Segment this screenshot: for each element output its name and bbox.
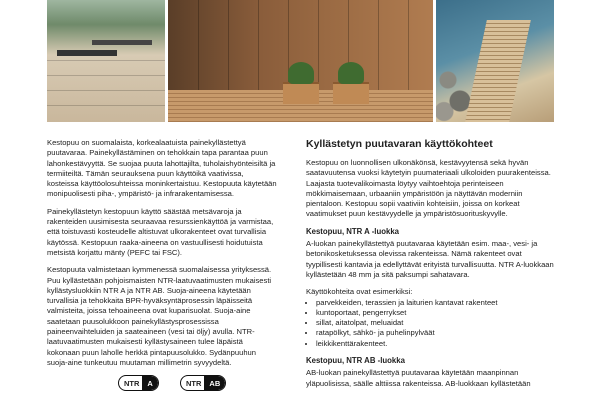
photo-terrace-furniture <box>47 0 165 122</box>
ntr-a-badge: NTR A <box>118 375 159 391</box>
photo-strip <box>0 0 600 122</box>
ntr-a-text: A-luokan painekyllästettyä puutavaraa käytetään esim. maa-, vesi- ja betonikosketuksessa olevissa rakenteissa. Nämä rakenteet ovat tyypillisesti kantavia ja edellyttävät erityistä turvallisuutta. NTR A-luokkaan kyllästetään 48 mm ja sitä paksumpi sahatavara. <box>306 239 554 279</box>
table-shape <box>92 40 152 45</box>
photo-wooden-wall-planters <box>168 0 433 122</box>
list-item: • ratapölkyt, sähkö- ja puhelinpylväät <box>316 328 554 338</box>
photo-pier <box>436 0 554 122</box>
usage-intro: Kestopuu on luonnollisen ulkonäkönsä, kestävyytensä sekä hyvän saatavuutensa vuoksi käytetyin puumateriaali ulkoloiden puurakenteissa. Laajasta tuotevalikoimasta löytyy vaihtoehtoja perinteiseen mökkimaisemaan, urbaaniin ympäristöön ja näyttävän moderniin pientaloon. Kestopuu sopii vaativiin kohteisiin, joissa on korkeat vaatimukset puun kestävyydelle ja ympäristösuorituskyvylle. <box>306 158 551 219</box>
ntr-ab-badge: NTR AB <box>180 375 226 391</box>
right-column <box>306 138 554 396</box>
list-item: • parvekkeiden, terassien ja laiturien kantavat rakenteet <box>316 298 554 308</box>
left-column <box>47 138 277 375</box>
list-item: • leikkikenttärakenteet. <box>316 339 554 349</box>
list-item: • kuntoportaat, pengerrykset <box>316 308 554 318</box>
intro-paragraph: Kestopuu on suomalaista, korkealaatuista painekyllästettyä puutavaraa. Painekyllästäminen on tehokkain tapa parantaa puun lahonkestävyyttä. Se suojaa puuta lahottajilta, tuholaishyönteisiltä ja termiiteiltä. Tämän seurauksena puun käyttöikä vaativissa, kosteissa käyttöolosuhteissa moninkertaistuu. Kestopuuta käytetään monipuolisesti piha-, ympäristö- ja infrarakentamisessa. <box>47 138 277 199</box>
section-heading: Kyllästetyn puutavaran käyttökohteet <box>306 138 493 150</box>
ntr-ab-text: AB-luokan painekyllästettyä puutavaraa käytetään maanpinnan yläpuolisissa, säälle alttiissa rakenteissa. AB-luokkaan kyllästetään <box>306 368 531 388</box>
bench-shape <box>57 50 117 56</box>
manufacturing-paragraph: Kestopuuta valmistetaan kymmenessä suomalaisessa yrityksessä. Puu kyllästetään pohjoismaisten NTR-laatuvaatimusten mukaisesti kyllästysluokkiin NTR A ja NTR AB. Suoja-aineena käytetään turvallisia ja tehokkaita BPR-hyväksyntäprosessin läpäisseitä valmisteita, joissa tehoaineena ovat kuparisuolat. Suoja-aine saatetaan puusolukkoon painekyllästysprosessissa paineenvaihteluiden ja saateaineen (vesi tai öljy) avulla. NTR-laatuvaatimusten mukaisesti kyllästysaineen tulee läpäistä kokonaan puun laholle herkkä pintapuusolukko. Sydänpuuhun suoja-aine tunkeutuu muutaman millimetrin syvyydeltä. <box>47 265 272 367</box>
sustainability-paragraph: Painekyllästetyn kestopuun käyttö säästää metsävaroja ja rakenteiden uusimisesta seuraavaa resurssienkäyttöä ja varmistaa, että toistuvasti kosteudelle altistuvat ulkorakenteet ovat turvallisia käytössä. Kestopuun raaka-aineena on vastuullisesti hoidutuista metsistä korjattu mänty (PEFC tai FSC). <box>47 206 274 257</box>
examples-heading: Käyttökohteita ovat esimerkiksi: <box>306 287 413 297</box>
ntr-ab-heading: Kestopuu, NTR AB -luokka <box>306 356 405 366</box>
list-item: • sillat, aitatolpat, meluaidat <box>316 318 554 328</box>
examples-list <box>306 298 554 349</box>
ntr-a-heading: Kestopuu, NTR A -luokka <box>306 226 399 236</box>
